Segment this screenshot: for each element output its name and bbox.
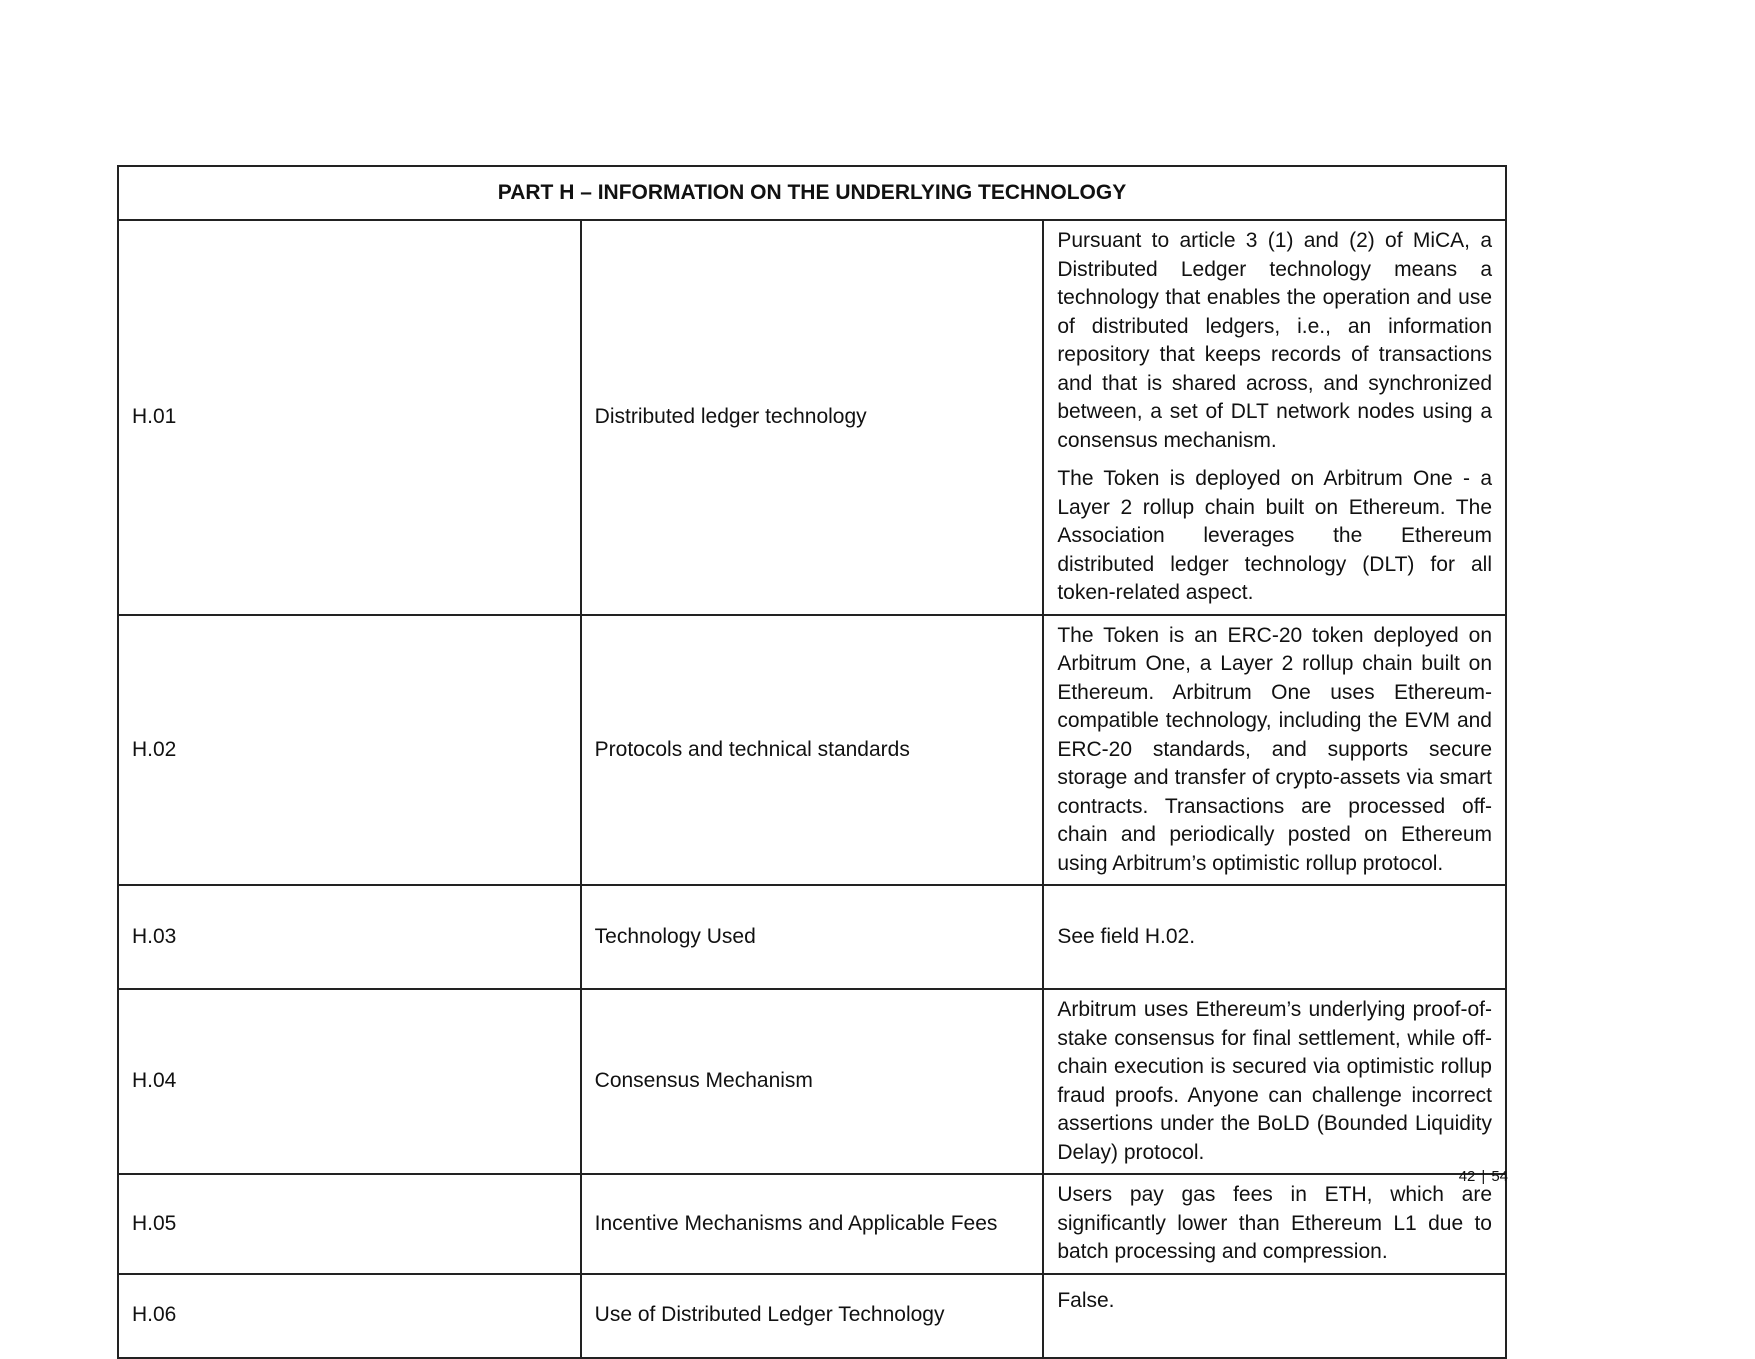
total-pages: 54 (1491, 1168, 1508, 1185)
content-paragraph: The Token is an ERC-20 token deployed on Arbitrum One, a Layer 2 rollup chain built on Ethereum. Arbitrum One uses Ethereum-compatible technology, including the EVM and ERC-20 standards, and supports secure storage and transfer of crypto-assets via smart contracts. Transactions are processed off-chain and periodically posted on Ethereum using Arbitrum’s optimistic rollup protocol. (1057, 623, 1492, 875)
row-id: H.02 (132, 737, 177, 761)
row-field-cell (581, 1174, 1044, 1274)
row-field-cell (581, 1274, 1044, 1358)
content-paragraph: False. (1057, 1288, 1115, 1312)
row-field: Use of Distributed Ledger Technology (594, 1303, 945, 1327)
row-id-cell (118, 1174, 581, 1274)
row-field: Consensus Mechanism (594, 1069, 813, 1093)
content-paragraph: Users pay gas fees in ETH, which are significantly lower than Ethereum L1 due to batch processing and compression. (1057, 1183, 1492, 1263)
row-content (1043, 885, 1506, 989)
table-title: PART H – INFORMATION ON THE UNDERLYING TECHNOLOGY (497, 180, 1127, 204)
table-row (118, 885, 1506, 989)
row-field-cell (581, 885, 1044, 989)
row-field: Protocols and technical standards (594, 737, 910, 761)
table-row (118, 1174, 1506, 1274)
row-id-cell (118, 220, 581, 615)
row-field-cell (581, 989, 1044, 1174)
table-row (118, 615, 1506, 886)
row-id: H.06 (132, 1303, 177, 1327)
row-field: Incentive Mechanisms and Applicable Fees (594, 1211, 998, 1235)
row-field-cell (581, 615, 1044, 886)
row-field: Technology Used (594, 924, 756, 948)
table-row (118, 1274, 1506, 1358)
row-field-cell (581, 220, 1044, 615)
row-id: H.01 (132, 405, 177, 428)
row-content (1043, 1274, 1506, 1358)
table-title-cell (118, 166, 1506, 220)
row-content (1043, 989, 1506, 1174)
row-id-cell (118, 615, 581, 886)
content-paragraph: Pursuant to article 3 (1) and (2) of MiCA, a Distributed Ledger technology means a technology that enables the operation and use of distributed ledgers, i.e., an information repository that keeps records of transactions and that is shared across, and synchronized between, a set of DLT network nodes using a consensus mechanism. (1057, 229, 1492, 452)
row-id-cell (118, 989, 581, 1174)
content-paragraph: Arbitrum uses Ethereum’s underlying proof-of-stake consensus for final settlement, while off-chain execution is secured via optimistic rollup fraud proofs. Anyone can challenge incorrect assertions under the BoLD (Bounded Liquidity Delay) protocol. (1057, 998, 1492, 1164)
technology-table (117, 165, 1507, 1359)
row-id-cell (118, 885, 581, 989)
row-content (1043, 220, 1506, 615)
row-id-cell (118, 1274, 581, 1358)
row-id: H.05 (132, 1211, 177, 1235)
current-page: 42 (1458, 1168, 1476, 1185)
table-row (118, 220, 1506, 615)
page-number (1459, 1168, 1508, 1186)
row-content (1043, 615, 1506, 886)
page-separator: | (1481, 1168, 1486, 1185)
row-id: H.03 (132, 924, 177, 948)
row-content (1043, 1174, 1506, 1274)
content-paragraph: See field H.02. (1057, 924, 1196, 948)
row-field: Distributed ledger technology (594, 405, 867, 428)
table-row (118, 989, 1506, 1174)
row-id: H.04 (132, 1069, 177, 1093)
content-paragraph: The Token is deployed on Arbitrum One - a Layer 2 rollup chain built on Ethereum. The Association leverages the Ethereum distributed ledger technology (DLT) for all token-related aspect. (1057, 467, 1492, 604)
